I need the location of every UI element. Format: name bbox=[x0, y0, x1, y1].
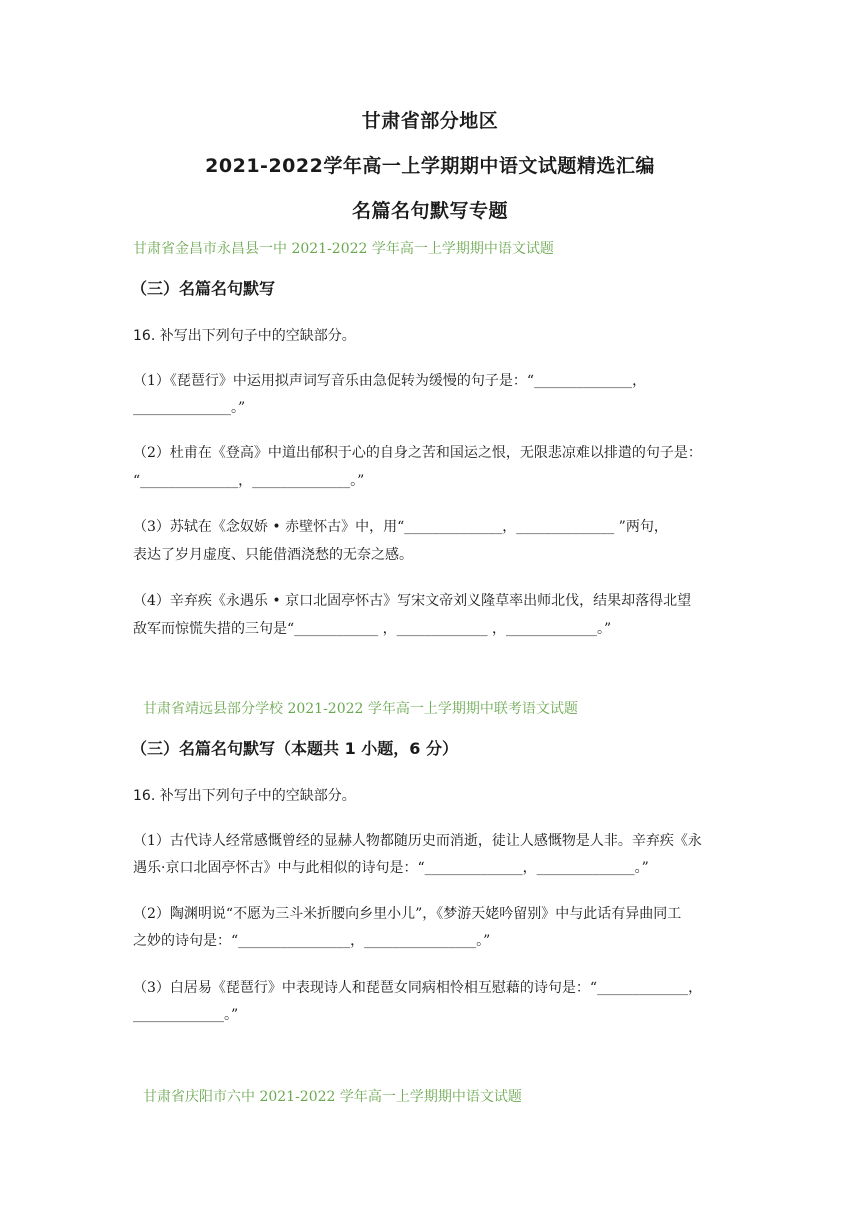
region-title: 甘肃省部分地区 bbox=[361, 110, 499, 132]
section-source-3: 甘肃省庆阳市六中 2021-2022 学年高一上学期期中语文试题 bbox=[143, 1089, 522, 1105]
section-source-2: 甘肃省靖远县部分学校 2021-2022 学年高一上学期期中联考语文试题 bbox=[143, 701, 578, 717]
text-line: （2）杜甫在《登高》中道出郁积于心的自身之苦和国运之恨，无限悲凉难以排遣的句子是： bbox=[133, 445, 702, 461]
text-line: （2）陶渊明说“不愿为三斗米折腰向乡里小儿”，《梦游天姥吟留别》中与此话有异曲同工 bbox=[133, 906, 682, 922]
text-line: （3）苏轼在《念奴娇 • 赤壁怀古》中，用“______________，______________ ”两句， bbox=[133, 519, 668, 535]
text-line: 遇乐·京口北固亭怀古》中与此相似的诗句是：“______________，______________。” bbox=[133, 860, 649, 876]
question-16-1 bbox=[133, 325, 356, 345]
question-number: 16. bbox=[133, 788, 156, 804]
section-source-1: 甘肃省金昌市永昌县一中 2021-2022 学年高一上学期期中语文试题 bbox=[133, 241, 554, 257]
text-line: ______________。” bbox=[133, 400, 246, 416]
text-line: （4）辛弃疾《永遇乐 • 京口北固亭怀古》写宋文帝刘义隆草率出师北伐，结果却落得北望 bbox=[133, 593, 692, 609]
question-text: 补写出下列句子中的空缺部分。 bbox=[159, 328, 356, 344]
question-16-2 bbox=[133, 785, 356, 805]
document-title: 2021-2022学年高一上学期期中语文试题精选汇编 bbox=[205, 155, 655, 177]
text-line: （1）《琵琶行》中运用拟声词写音乐由急促转为缓慢的句子是：“______________， bbox=[133, 373, 647, 389]
topic-title: 名篇名句默写专题 bbox=[351, 200, 508, 222]
text-line: 表达了岁月虚度、只能借酒浇愁的无奈之感。 bbox=[133, 547, 413, 563]
section-heading-2: （三）名篇名句默写（本题共 1 小题，6 分） bbox=[131, 739, 458, 758]
question-number: 16. bbox=[133, 328, 156, 344]
text-line: （3）白居易《琵琶行》中表现诗人和琵琶女同病相怜相互慰藉的诗句是：“_____________， bbox=[133, 980, 703, 996]
text-line: _____________。” bbox=[133, 1007, 239, 1023]
section-heading-1: （三）名篇名句默写 bbox=[131, 279, 276, 298]
text-line: 之妙的诗句是：“________________，________________。” bbox=[133, 933, 491, 949]
question-text: 补写出下列句子中的空缺部分。 bbox=[159, 788, 356, 804]
text-line: （1）古代诗人经常感慨曾经的显赫人物都随历史而消逝，徒让人感慨物是人非。辛弃疾《永 bbox=[133, 833, 702, 849]
text-line: “______________，______________。” bbox=[133, 473, 365, 489]
text-line: 敌军而惊慌失措的三句是“____________ ，_____________ ，_____________。” bbox=[133, 621, 612, 637]
